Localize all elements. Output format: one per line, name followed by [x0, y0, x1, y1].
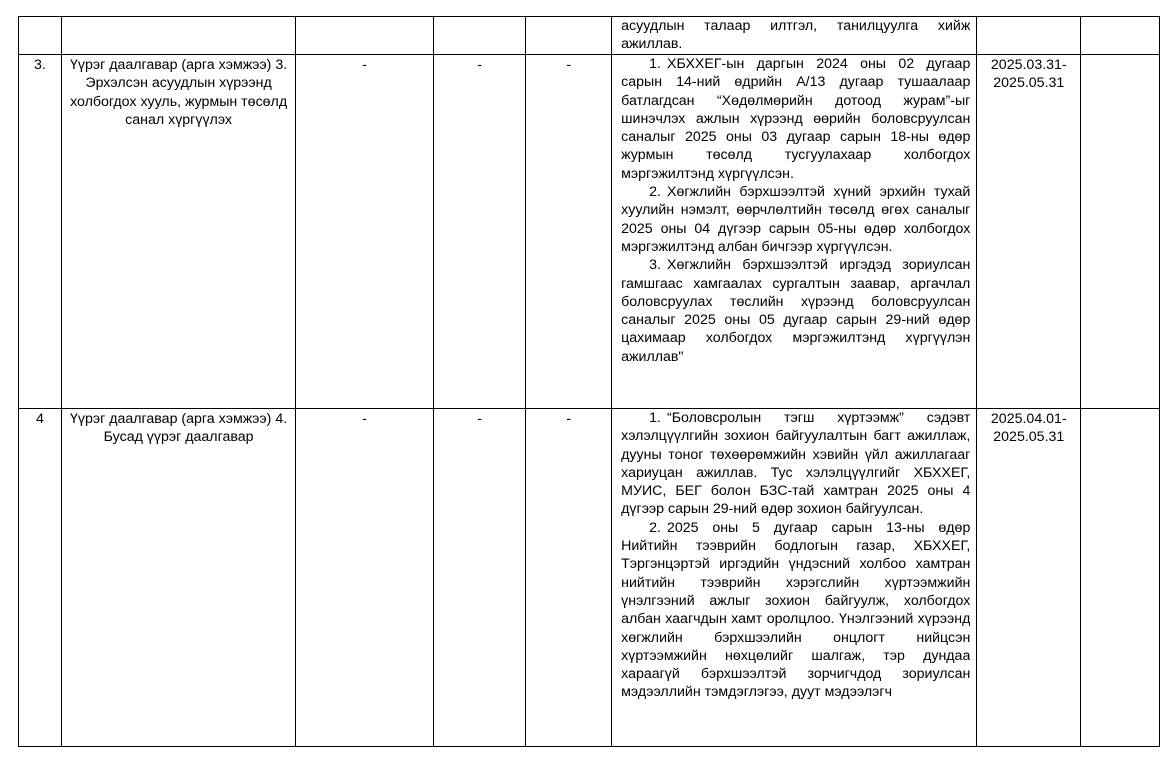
item-number: 1. — [649, 410, 661, 426]
col-c-text: - — [566, 411, 572, 427]
col-c-cell — [526, 55, 612, 409]
description-cell — [612, 409, 977, 747]
table-row — [19, 409, 1160, 747]
row-number — [19, 55, 62, 409]
note-cell — [1081, 17, 1160, 55]
col-b-cell — [433, 409, 526, 747]
description-cell — [612, 17, 977, 55]
col-b-cell — [433, 55, 526, 409]
col-a-cell — [296, 55, 434, 409]
col-c-cell — [526, 17, 612, 55]
date-range-cell — [977, 55, 1081, 409]
description-item — [621, 256, 970, 366]
item-number: 2. — [649, 519, 661, 536]
date-range-cell — [977, 409, 1081, 747]
description-item — [621, 55, 970, 183]
description-continuation: асуудлын талаар илтгэл, танилцуулга хийж ажиллав. — [621, 18, 971, 53]
row-number-text: 4 — [35, 411, 44, 427]
col-b-cell — [433, 17, 526, 55]
item-number: 1. — [649, 56, 661, 72]
item-text: “Боловсролын тэгш хүртээмж” сэдэвт хэлэлцүүлгийн зохион байгуулалтын багт ажиллаж, дууны тоног төхөөрөмжийн хэвийн үйл ажиллагааг хариуцан ажиллав. Тус хэлэлцүүлгийг ХБХХЕГ, МУИС, БЕГ болон БЗС-тай хамтран 2025 оны 4 дүгээр сарын 29-ний өдөр зохион байгуулсан. — [621, 410, 971, 518]
col-a-cell — [296, 409, 434, 747]
item-text: 2025 оны 5 дугаар сарын 13-ны өдөр Нийтийн тээврийн бодлогын газар, ХБХХЕГ, Тэргэнцэртэй иргэдийн үндэсний холбоо хамтран нийтийн тээврийн хэрэгслийн хүртээмжийн үнэлгээний ажлыг зохион байгуулж, холбогдох албан хаагчдын хамт оролцлоо. Үнэлгээний хүрээнд хөгжлийн бэрхшээлийн онцлогт нийцсэн хүртээмжийн нөхцөлийг шалгаж, тэр дундаа хараагүй бэрхшээлтэй зорчигчдод зориулсан мэдээллийн тэмдэглэгээ, дуут мэдээлэгч — [621, 519, 971, 701]
task-cell: Үүрэг даалгавар (арга хэмжээ) 3. Эрхэлсэн асуудлын хүрээнд холбогдох хууль, журмын төсөлд санал хүргүүлэх — [61, 55, 295, 409]
item-text: ХБХХЕГ-ын даргын 2024 оны 02 дугаар сарын 14-ний өдрийн А/13 дугаар тушаалаар батлагдсан “Хөдөлмөрийн дотоод журам”-ыг шинэчлэх ажлын хүрээнд өөрийн боловсруулсан саналыг 2025 оны 03 дугаар сарын 18-ны өдөр журмын төсөлд тусгуулахаар холбогдох мэргэжилтэнд хүргүүлсэн. — [621, 56, 971, 182]
item-text: Хөгжлийн бэрхшээлтэй хүний эрхийн тухай хуулийн нэмэлт, өөрчлөлтийн төсөлд өгөх саналыг 2025 оны 04 дүгээр сарын 05-ны өдөр холбогдох мэргэжилтэнд албан бичгээр хүргүүлсэн. — [621, 184, 971, 255]
table-row — [19, 17, 1160, 55]
item-number: 2. — [649, 184, 661, 201]
description-item — [621, 409, 970, 519]
item-text: Хөгжлийн бэрхшээлтэй иргэдэд зориулсан гамшгаас хамгаалах сургалтын заавар, аргачлал боловсруулах төслийн хүрээнд боловсруулсан саналыг 2025 оны 05 дугаар сарын 29-ний өдөр цахимаар холбогдох мэргэжилтэнд хүргүүлэн ажиллав" — [621, 257, 971, 365]
note-cell — [1081, 409, 1160, 747]
col-b-text: - — [477, 57, 482, 73]
report-table — [18, 16, 1160, 747]
col-a-text: - — [362, 57, 367, 73]
date-range-text: 2025.04.01- 2025.05.31 — [990, 411, 1067, 446]
item-number: 3. — [649, 257, 661, 274]
note-cell — [1081, 55, 1160, 409]
col-a-text: - — [362, 411, 367, 427]
table-row — [19, 55, 1160, 409]
date-range-text: 2025.03.31- 2025.05.31 — [990, 57, 1067, 92]
col-b-text: - — [477, 411, 482, 427]
date-range-cell — [977, 17, 1081, 55]
col-c-cell — [526, 409, 612, 747]
description-item — [621, 519, 970, 702]
task-cell: Үүрэг даалгавар (арга хэмжээ) 4. Бусад үүрэг даалгавар — [61, 409, 295, 747]
description-item — [621, 183, 970, 256]
row-number — [19, 17, 62, 55]
col-a-cell — [296, 17, 434, 55]
task-cell — [61, 17, 295, 55]
col-c-text: - — [566, 57, 572, 73]
description-cell — [612, 55, 977, 409]
row-number-text: 3. — [34, 57, 46, 73]
row-number — [19, 409, 62, 747]
